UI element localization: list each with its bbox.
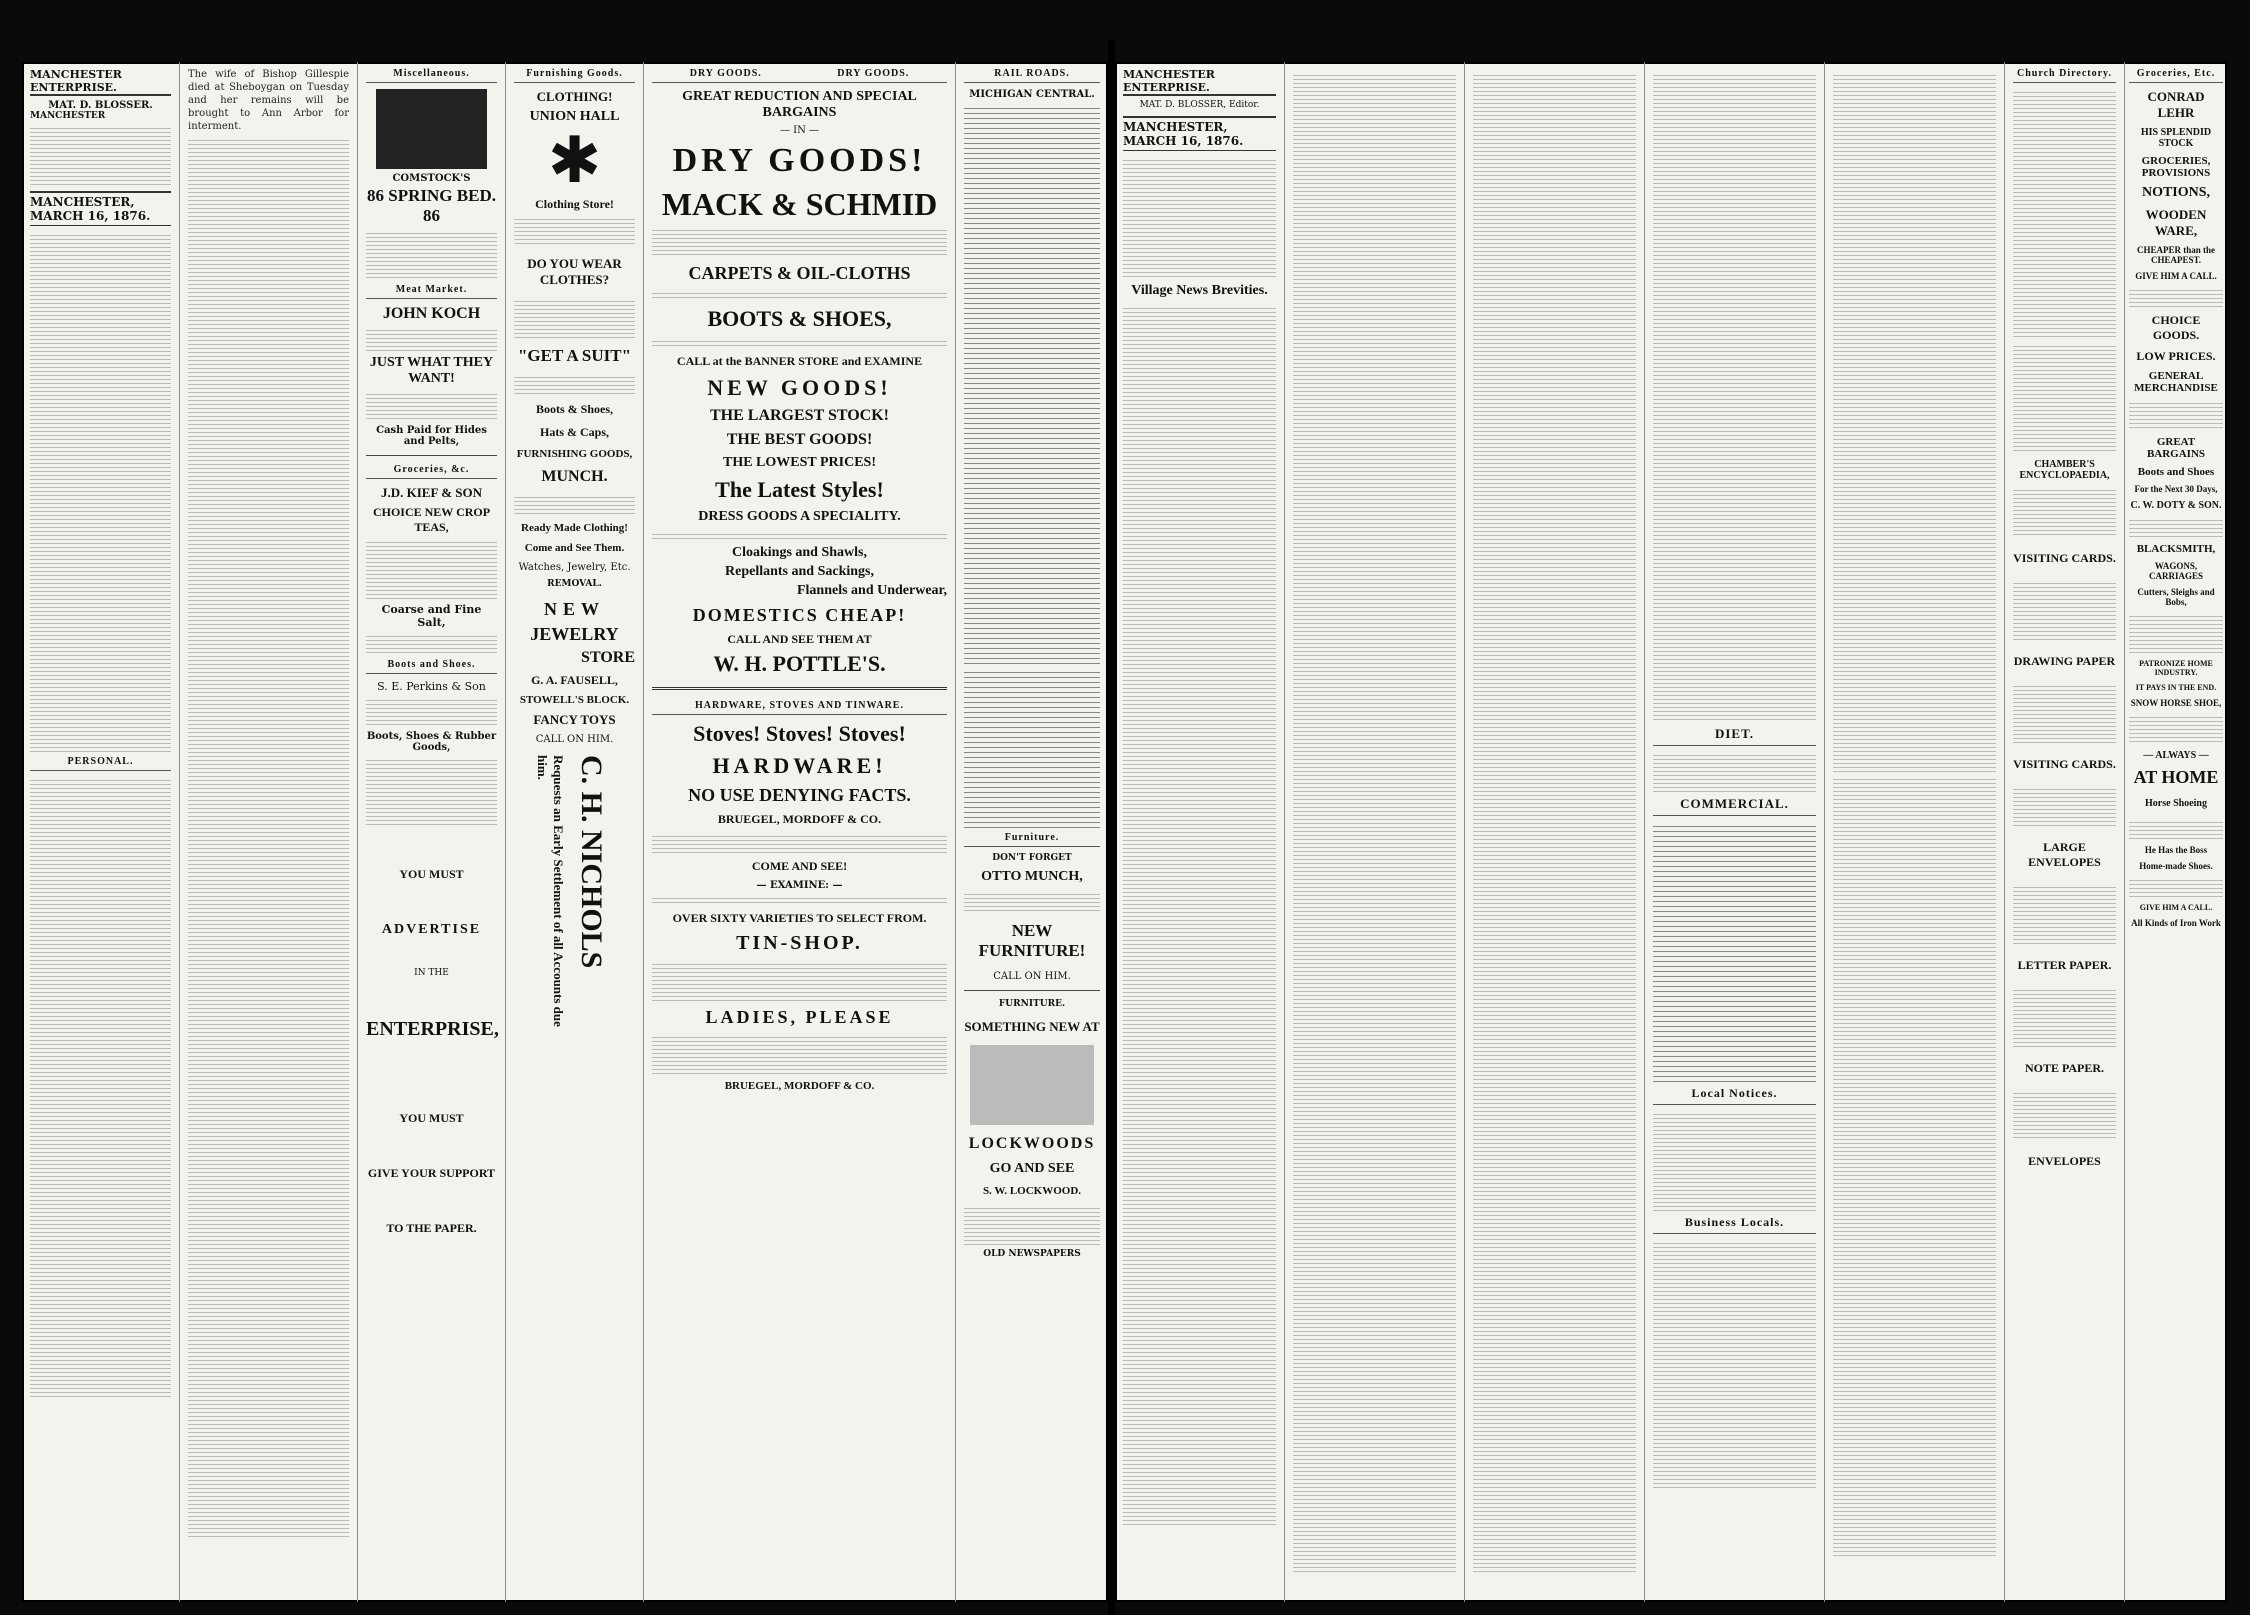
news-text [1653, 72, 1816, 722]
ad-text [652, 1034, 947, 1074]
come-and-see-2: COME AND SEE! [751, 859, 848, 873]
new-furniture: NEW FURNITURE! [978, 921, 1086, 960]
nichols-ad [514, 755, 635, 1055]
ad-text [964, 891, 1100, 911]
section-heading-groceries: Groceries, &c. [366, 464, 497, 479]
john-koch: JOHN KOCH [382, 305, 481, 322]
always: — ALWAYS — [2143, 750, 2209, 761]
right-column-4 [1645, 62, 1825, 1602]
notions: NOTIONS, [2141, 185, 2211, 200]
left-newspaper-page [22, 62, 1108, 1602]
largest-stock: THE LARGEST STOCK! [709, 407, 890, 424]
news-text [1123, 157, 1276, 277]
watches-jewelry: Watches, Jewelry, Etc. [518, 562, 631, 573]
section-heading-furnishing: Furnishing Goods. [514, 68, 635, 83]
dry-goods-headline: DRY GOODS! [672, 142, 927, 179]
pottle: W. H. POTTLE'S. [713, 651, 886, 676]
star-ornament-icon: ✱ [547, 124, 602, 198]
business-locals-heading: Business Locals. [1653, 1215, 1816, 1234]
boots-shoes-headline: BOOTS & SHOES, [707, 306, 892, 331]
call-on-him: CALL ON HIM. [535, 734, 614, 745]
general-merchandise: GENERAL MERCHANDISE [2134, 370, 2218, 394]
cloakings: Cloakings and Shawls, [731, 545, 867, 560]
best-goods: THE BEST GOODS! [726, 431, 873, 448]
ad-text [964, 1205, 1100, 1245]
ad-text [2129, 877, 2223, 897]
latest-styles: The Latest Styles! [715, 477, 884, 502]
masthead: MANCHESTER ENTERPRISE. [30, 68, 171, 96]
home-made-shoes: Home-made Shoes. [2139, 861, 2213, 871]
you-must-2: YOU MUST [399, 1111, 464, 1125]
spring-bed-headline: 86 SPRING BED. 86 [367, 186, 496, 225]
tin-shop: TIN-SHOP. [736, 932, 863, 954]
place-name: MANCHESTER [30, 111, 106, 121]
section-heading-furniture: Furniture. [964, 832, 1100, 847]
in-label: — IN — [779, 125, 820, 136]
news-text [1293, 72, 1456, 1572]
furniture-illustration [970, 1045, 1094, 1125]
blacksmith: BLACKSMITH, [2136, 543, 2216, 555]
nichols-name: C. H. NICHOLS [575, 755, 608, 969]
cash-paid: Cash Paid for Hides and Pelts, [376, 425, 487, 447]
removal: REMOVAL. [547, 579, 602, 589]
kief-and-son: J.D. KIEF & SON [381, 485, 482, 500]
hats-caps: Hats & Caps, [539, 425, 609, 439]
carpets-oil-cloths: CARPETS & OIL-CLOTHS [688, 263, 911, 283]
section-heading-miscellaneous: Miscellaneous. [366, 68, 497, 83]
section-heading-railroads: RAIL ROADS. [964, 68, 1100, 83]
ad-text [366, 327, 497, 351]
flannels: Flannels and Underwear, [796, 583, 947, 598]
ad-text [366, 539, 497, 599]
large-envelopes: LARGE ENVELOPES [2028, 840, 2101, 869]
local-notices-heading: Local Notices. [1653, 1086, 1816, 1105]
give-him-a-call: GIVE HIM A CALL. [2135, 271, 2217, 281]
union-hall: UNION HALL [529, 109, 620, 124]
died-heading: DIET. [1653, 726, 1816, 746]
no-use-denying: NO USE DENYING FACTS. [688, 785, 911, 805]
left-column-5 [644, 62, 956, 1602]
visiting-cards: VISITING CARDS. [2013, 551, 2116, 565]
get-a-suit: "GET A SUIT" [517, 346, 632, 365]
ad-text [2129, 400, 2223, 430]
letter-paper: LETTER PAPER. [2017, 958, 2112, 972]
boss: He Has the Boss [2144, 845, 2208, 855]
store-heading: STORE [581, 649, 635, 666]
cheaper-than-cheapest: CHEAPER than the CHEAPEST. [2136, 245, 2215, 265]
come-and-see: Come and See Them. [524, 542, 625, 554]
horse-shoeing: Horse Shoeing [2145, 798, 2207, 809]
right-column-1 [1115, 62, 1285, 1602]
groceries-provisions: GROCERIES, PROVISIONS [2141, 155, 2211, 179]
ready-made-clothing: Ready Made Clothing! [521, 522, 628, 534]
coarse-salt: Coarse and Fine Salt, [381, 603, 482, 629]
dress-goods: DRESS GOODS A SPECIALITY. [698, 509, 901, 524]
boots-rubber-goods: Boots, Shoes & Rubber Goods, [366, 731, 497, 753]
right-column-3 [1465, 62, 1645, 1602]
old-newspapers: OLD NEWSPAPERS [983, 1249, 1081, 1259]
left-column-4 [506, 62, 644, 1602]
editor-right: MAT. D. BLOSSER, Editor. [1139, 100, 1260, 110]
editor-name: MAT. D. BLOSSER. [48, 100, 153, 111]
ad-text [2129, 287, 2223, 307]
enterprise-name: ENTERPRISE, [366, 1018, 499, 1040]
advertise: ADVERTISE [381, 922, 482, 937]
go-and-see: GO AND SEE [989, 1161, 1075, 1176]
mack-schmid: MACK & SCHMID [661, 186, 938, 222]
sw-lockwood: S. W. LOCKWOOD. [982, 1185, 1082, 1197]
ad-text [366, 697, 497, 727]
commercial-heading: COMMERCIAL. [1653, 796, 1816, 816]
dry-goods-left: DRY GOODS. [689, 68, 762, 79]
village-news-text [1123, 305, 1276, 1525]
ad-text [366, 391, 497, 421]
ad-text [652, 961, 947, 1001]
news-text [1833, 776, 1996, 1556]
you-must: YOU MUST [399, 867, 464, 881]
left-column-6 [956, 62, 1108, 1602]
visiting-cards-2: VISITING CARDS. [2013, 757, 2116, 771]
perkins-son: S. E. Perkins & Son [377, 680, 486, 693]
conrad-lehr: CONRAD LEHR [2147, 89, 2205, 120]
right-column-5 [1825, 62, 2005, 1602]
over-sixty: OVER SIXTY VARIETIES TO SELECT FROM. [672, 911, 927, 925]
bruegel-footer: BRUEGEL, MORDOFF & CO. [724, 1080, 875, 1092]
market-report-table [1653, 822, 1816, 1082]
local-notices-text [1653, 1111, 1816, 1211]
boots-and-shoes: Boots and Shoes [2137, 466, 2215, 478]
splendid-stock: HIS SPLENDID STOCK [2140, 127, 2212, 149]
doty-son: C. W. DOTY & SON. [2130, 500, 2222, 511]
ad-text [2013, 786, 2116, 826]
jewelry-heading: JEWELRY [530, 624, 619, 644]
dry-goods-header [652, 68, 947, 83]
call-banner-store: CALL at the BANNER STORE and EXAMINE [676, 354, 923, 368]
ad-text [2013, 487, 2116, 537]
section-heading-boots-shoes: Boots and Shoes. [366, 659, 497, 674]
ad-text [2013, 580, 2116, 640]
next-30-days: For the Next 30 Days, [2134, 484, 2218, 494]
cutters-sleighs: Cutters, Sleighs and Bobs, [2137, 587, 2215, 607]
left-column-2 [180, 62, 358, 1602]
section-heading-church: Church Directory. [2013, 68, 2116, 83]
right-column-2 [1285, 62, 1465, 1602]
ad-text [514, 374, 635, 394]
clothing-headline: CLOTHING! [536, 89, 613, 104]
news-text [1473, 72, 1636, 1572]
business-locals-text [1653, 1240, 1816, 1490]
new-goods: NEW GOODS! [707, 375, 892, 400]
wagons-carriages: WAGONS, CARRIAGES [2148, 561, 2203, 581]
news-text [1833, 72, 1996, 772]
envelopes: ENVELOPES [2028, 1154, 2101, 1168]
ad-text [2129, 714, 2223, 744]
stowell-block: STOWELL'S BLOCK. [519, 694, 630, 706]
section-heading-meat-market: Meat Market. [366, 284, 497, 299]
dateline-right: MANCHESTER, MARCH 16, 1876. [1123, 116, 1276, 151]
ad-text [2129, 517, 2223, 537]
article-text [188, 137, 349, 1537]
ad-text [366, 230, 497, 280]
furniture-label: FURNITURE. [998, 999, 1066, 1009]
ad-text [2129, 819, 2223, 839]
section-heading-personal: PERSONAL. [30, 756, 171, 771]
railroad-timetable-2 [964, 668, 1100, 828]
munch: MUNCH. [541, 468, 608, 485]
otto-munch: OTTO MUNCH, [981, 869, 1083, 884]
personal-text [30, 777, 171, 1397]
give-your-support: GIVE YOUR SUPPORT [367, 1166, 496, 1180]
drawing-paper: DRAWING PAPER [2013, 654, 2116, 668]
call-on-him-2: CALL ON HIM. [993, 971, 1071, 982]
examine: — EXAMINE: — [756, 880, 843, 891]
snow-horse-shoe: SNOW HORSE SHOE, [2130, 698, 2222, 708]
michigan-central: MICHIGAN CENTRAL. [969, 89, 1095, 100]
fancy-toys: FANCY TOYS [533, 712, 616, 727]
give-him-call-2: GIVE HIM A CALL. [2139, 903, 2213, 912]
nichols-requests: Requests an Early Settlement of all Accounts due him. [535, 755, 566, 1027]
terms-text [30, 125, 171, 185]
all-kinds-iron: All Kinds of Iron Work [2131, 918, 2221, 928]
new-heading: NEW [543, 599, 605, 619]
ad-text [652, 290, 947, 300]
note-paper: NOTE PAPER. [2024, 1061, 2105, 1075]
left-column-1 [22, 62, 180, 1602]
call-see-them: CALL AND SEE THEM AT [727, 632, 872, 646]
dry-goods-right: DRY GOODS. [837, 68, 910, 79]
furnishing-goods: FURNISHING GOODS, [516, 448, 633, 460]
domestics-cheap: DOMESTICS CHEAP! [692, 605, 907, 625]
village-news-heading: Village News Brevities. [1131, 283, 1268, 298]
left-column-3 [358, 62, 506, 1602]
choice-crop-teas: CHOICE NEW CROP TEAS, [372, 505, 491, 534]
boots-shoes: Boots & Shoes, [535, 402, 613, 416]
masthead-right: MANCHESTER ENTERPRISE. [1123, 68, 1276, 96]
fausell: G. A. FAUSELL, [531, 673, 618, 687]
patronize-home: PATRONIZE HOME INDUSTRY. [2139, 659, 2213, 677]
bruegel-mordoff: BRUEGEL, MORDOFF & CO. [717, 812, 882, 826]
just-what-headline: JUST WHAT THEY WANT! [369, 355, 494, 386]
something-new: SOMETHING NEW AT [964, 1019, 1100, 1034]
dont-forget: DON'T FORGET [992, 853, 1072, 863]
lowest-prices: THE LOWEST PRICES! [722, 455, 876, 470]
ad-text [366, 633, 497, 655]
right-column-6 [2005, 62, 2125, 1602]
choice-goods: CHOICE GOODS. [2151, 313, 2201, 342]
dateline: MANCHESTER, MARCH 16, 1876. [30, 191, 171, 226]
right-column-7 [2125, 62, 2227, 1602]
ad-text [652, 227, 947, 257]
ad-text [514, 216, 635, 246]
clothing-store: Clothing Store! [535, 197, 614, 211]
section-heading-groceries-right: Groceries, Etc. [2129, 68, 2223, 83]
obituary-text [1653, 752, 1816, 792]
low-prices: LOW PRICES. [2136, 349, 2216, 363]
in-the: IN THE [414, 968, 449, 978]
ladies-please: LADIES, PLEASE [705, 1007, 894, 1027]
ad-text [652, 338, 947, 348]
great-reduction: GREAT REDUCTION AND SPECIAL BARGAINS [682, 89, 917, 120]
ad-text [366, 757, 497, 827]
ad-text [652, 895, 947, 905]
ad-text [2013, 1090, 2116, 1140]
ad-text [2129, 613, 2223, 653]
stoves-headline: Stoves! Stoves! Stoves! [693, 721, 906, 746]
ad-text [514, 494, 635, 514]
spring-bed-illustration [376, 89, 487, 169]
repellants: Repellants and Sackings, [725, 564, 874, 579]
wooden-ware: WOODEN WARE, [2145, 207, 2207, 238]
great-bargains: GREAT BARGAINS [2146, 436, 2206, 460]
page-gutter [1108, 40, 1115, 1615]
lockwoods: LOCKWOODS [968, 1135, 1096, 1152]
comstock-label: COMSTOCK'S [392, 173, 471, 184]
ad-text [652, 833, 947, 853]
church-directory-text [2013, 89, 2116, 339]
hardware-header: HARDWARE, STOVES AND TINWARE. [652, 700, 947, 715]
ad-text [2013, 884, 2116, 944]
at-home: AT HOME [2133, 767, 2219, 787]
chambers-encyclopaedia: CHAMBER'S ENCYCLOPAEDIA, [2019, 459, 2110, 481]
railroad-timetable [964, 104, 1100, 664]
right-newspaper-page [1115, 62, 2227, 1602]
misc-text [2013, 343, 2116, 453]
ad-text [2013, 987, 2116, 1047]
news-text [30, 232, 171, 752]
hardware-headline: HARDWARE! [712, 753, 887, 778]
to-the-paper: TO THE PAPER. [386, 1221, 477, 1235]
ad-text [2013, 683, 2116, 743]
do-you-wear-clothes: DO YOU WEAR CLOTHES? [527, 256, 622, 287]
ad-text [514, 298, 635, 338]
article-lead: The wife of Bishop Gillespie died at Sheboygan on Tuesday and her remains will be brought to Ann Arbor for interment. [188, 69, 349, 132]
ad-text [652, 531, 947, 541]
it-pays: IT PAYS IN THE END. [2135, 683, 2217, 692]
